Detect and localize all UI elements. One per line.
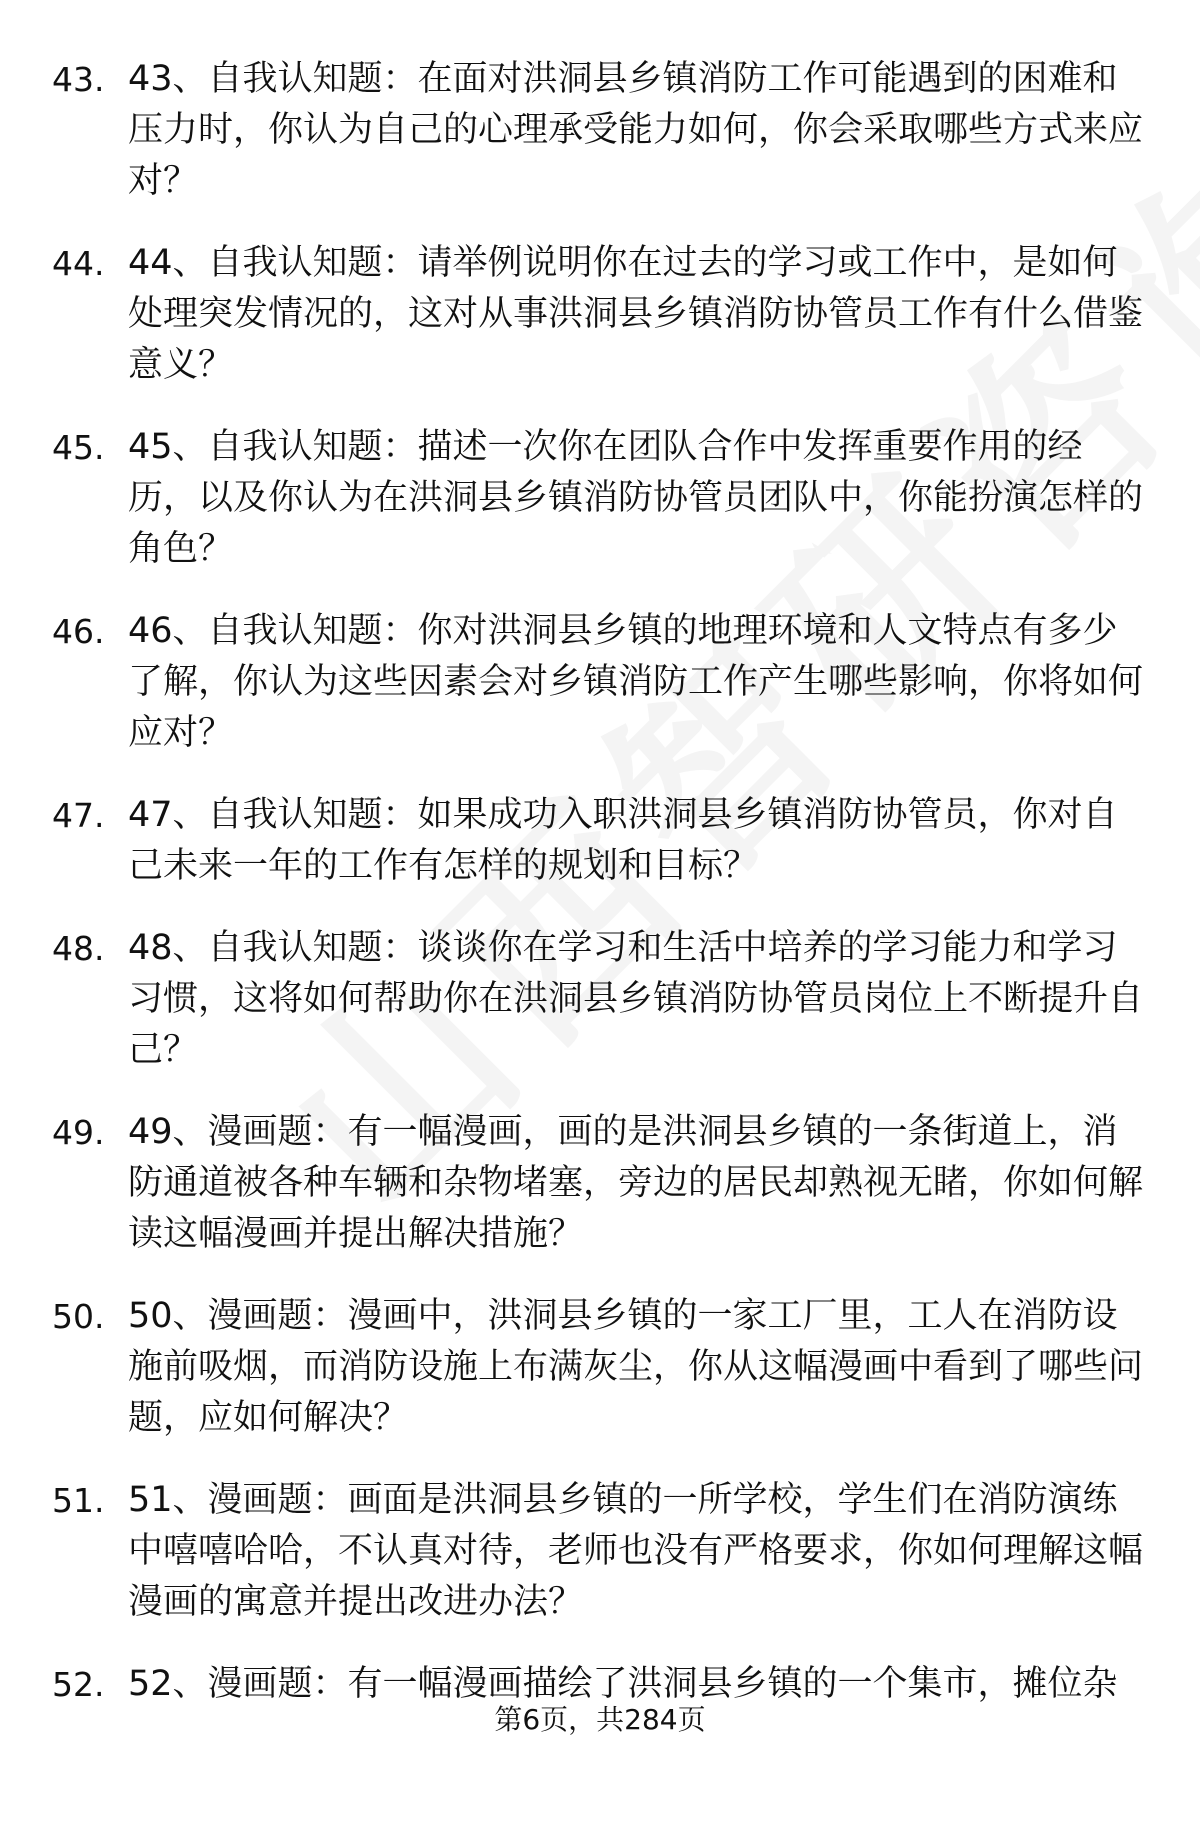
page-footer: 第6页，共284页 xyxy=(494,1703,706,1736)
question-number: 44. xyxy=(52,244,105,283)
question-text: 49、漫画题：有一幅漫画，画的是洪洞县乡镇的一条街道上，消防通道被各种车辆和杂物堵塞，旁边的居民却熟视无睹，你如何解读这幅漫画并提出解决措施？ xyxy=(128,1112,1144,1254)
question-text: 48、自我认知题：谈谈你在学习和生活中培养的学习能力和学习习惯，这将如何帮助你在洪洞县乡镇消防协管员岗位上不断提升自己？ xyxy=(128,928,1144,1070)
question-number: 46. xyxy=(52,612,105,651)
question-item xyxy=(0,1107,1200,1291)
question-number: 48. xyxy=(52,929,105,968)
question-item xyxy=(0,606,1200,790)
question-text: 47、自我认知题：如果成功入职洪洞县乡镇消防协管员，你对自己未来一年的工作有怎样的规划和目标？ xyxy=(128,795,1118,886)
question-list xyxy=(0,54,1200,1843)
question-number: 52. xyxy=(52,1665,105,1704)
question-text: 52、漫画题：有一幅漫画描绘了洪洞县乡镇的一个集市，摊位杂 xyxy=(128,1664,1118,1704)
question-text: 43、自我认知题：在面对洪洞县乡镇消防工作可能遇到的困难和压力时，你认为自己的心理承受能力如何，你会采取哪些方式来应对？ xyxy=(128,59,1144,201)
question-number: 45. xyxy=(52,428,105,467)
question-number: 49. xyxy=(52,1113,105,1152)
question-text: 45、自我认知题：描述一次你在团队合作中发挥重要作用的经历，以及你认为在洪洞县乡镇消防协管员团队中，你能扮演怎样的角色？ xyxy=(128,427,1144,569)
question-text: 46、自我认知题：你对洪洞县乡镇的地理环境和人文特点有多少了解，你认为这些因素会对乡镇消防工作产生哪些影响，你将如何应对？ xyxy=(128,611,1144,753)
question-item xyxy=(0,422,1200,606)
question-item xyxy=(0,1291,1200,1475)
question-item xyxy=(0,54,1200,238)
question-number: 43. xyxy=(52,60,105,99)
question-text: 50、漫画题：漫画中，洪洞县乡镇的一家工厂里，工人在消防设施前吸烟，而消防设施上布满灰尘，你从这幅漫画中看到了哪些问题，应如何解决？ xyxy=(128,1296,1144,1438)
question-item xyxy=(0,238,1200,422)
question-text: 44、自我认知题：请举例说明你在过去的学习或工作中，是如何处理突发情况的，这对从事洪洞县乡镇消防协管员工作有什么借鉴意义？ xyxy=(128,243,1144,385)
question-number: 50. xyxy=(52,1297,105,1336)
question-text: 51、漫画题：画面是洪洞县乡镇的一所学校，学生们在消防演练中嘻嘻哈哈，不认真对待，老师也没有严格要求，你如何理解这幅漫画的寓意并提出改进办法？ xyxy=(128,1480,1144,1622)
question-item xyxy=(0,1475,1200,1659)
question-item xyxy=(0,1659,1200,1843)
question-number: 51. xyxy=(52,1481,105,1520)
question-item xyxy=(0,790,1200,923)
question-item xyxy=(0,923,1200,1107)
question-number: 47. xyxy=(52,796,105,835)
